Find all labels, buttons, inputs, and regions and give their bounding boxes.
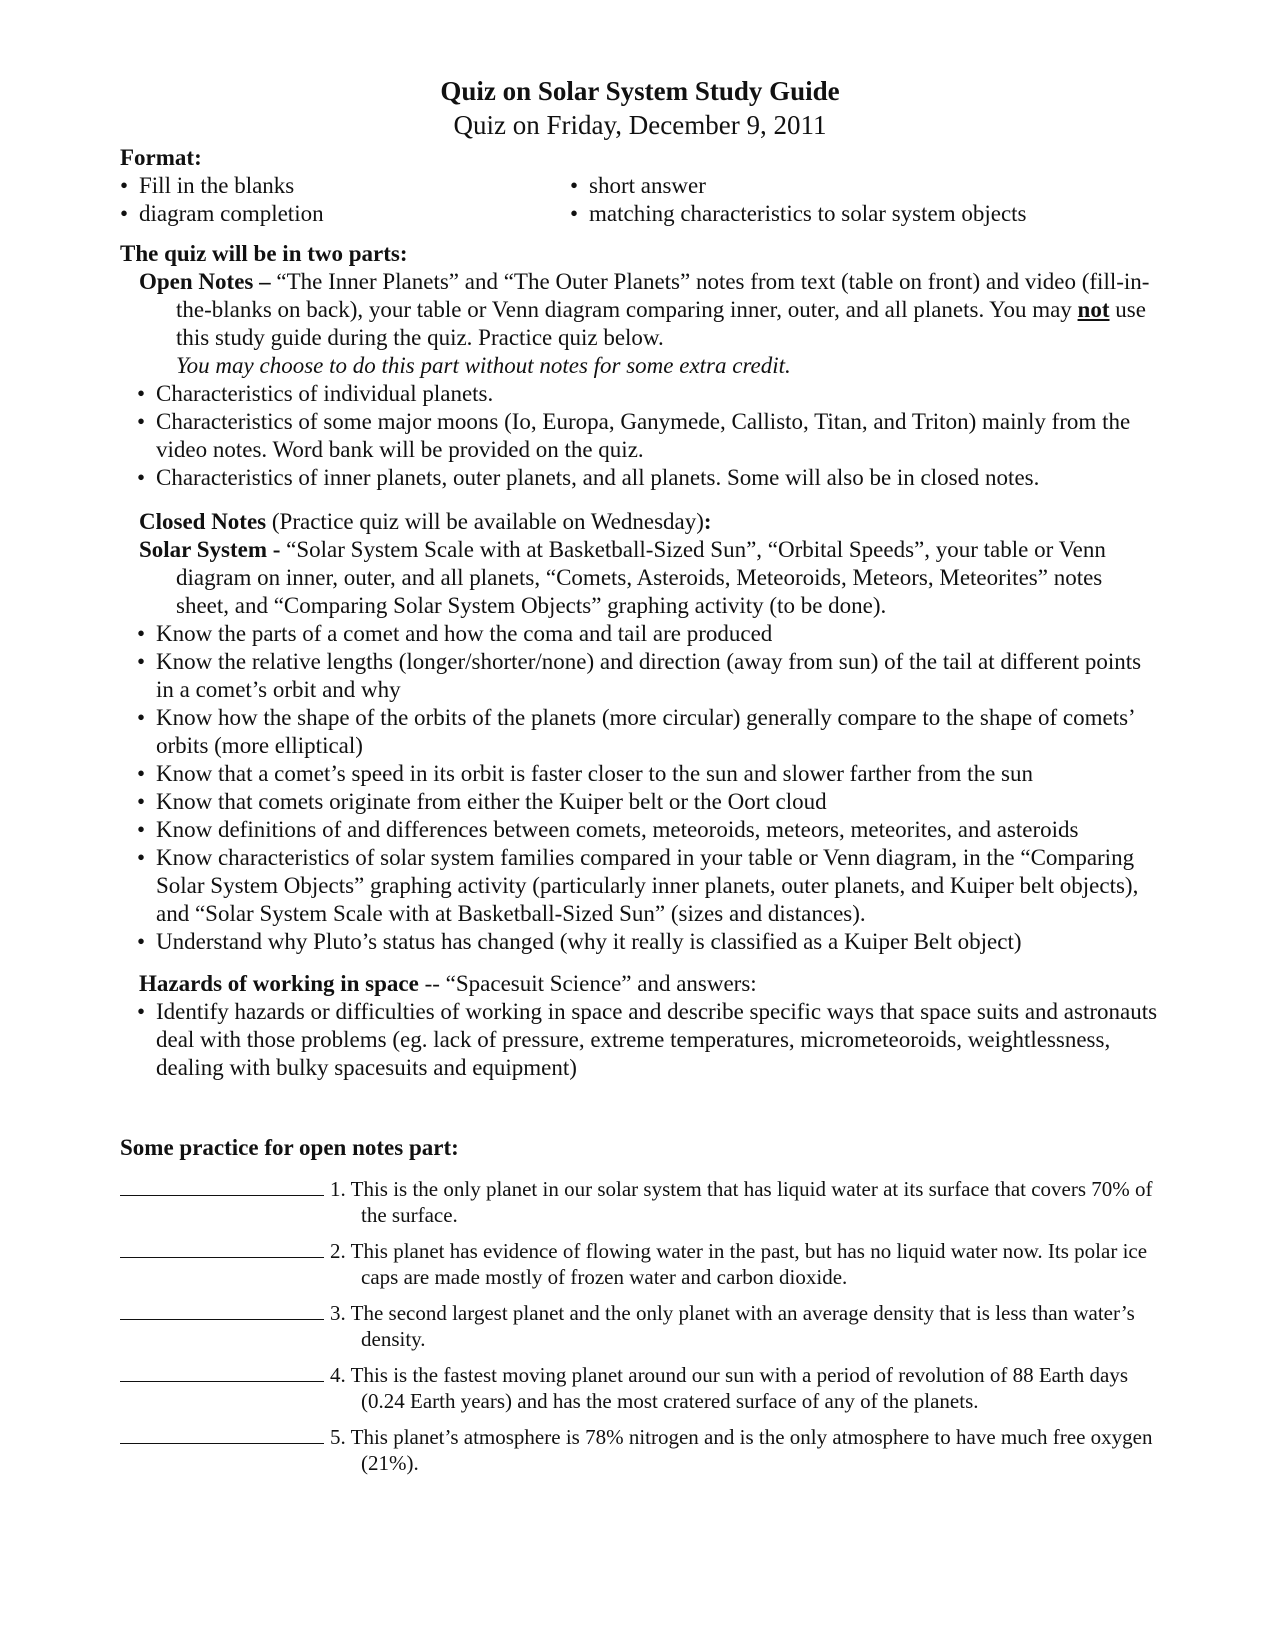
list-item: • Know that a comet’s speed in its orbit is faster closer to the sun and slower farther from the sun xyxy=(120,760,1160,788)
emphasis-not: not xyxy=(1077,297,1110,322)
solar-system-text: “Solar System Scale with at Basketball-Sized Sun”, “Orbital Speeds”, your table or Venn diagram on inner, outer, and all planets, “Comets, Asteroids, Meteoroids, Meteors, Meteorites” notes sheet, and “Comparing Solar System Objects” graphing activity (to be done). xyxy=(176,537,1106,618)
list-item: • Identify hazards or difficulties of working in space and describe specific ways that space suits and astronauts deal with those problems (eg. lack of pressure, extreme temperatures, micrometeoroids, weightlessness, dealing with bulky spacesuits and equipment) xyxy=(120,998,1160,1082)
page-title: Quiz on Solar System Study Guide xyxy=(440,76,840,106)
hazards-text: -- “Spacesuit Science” and answers: xyxy=(418,971,757,996)
practice-question xyxy=(120,1238,1160,1290)
closed-notes-heading xyxy=(120,508,1160,536)
open-notes-text-after: use this study guide during the quiz. Practice quiz below. xyxy=(176,297,1146,350)
hazards-label: Hazards of working in space xyxy=(139,971,419,996)
practice-question xyxy=(120,1300,1160,1352)
open-notes-bullets xyxy=(120,380,1160,492)
format-item: • Fill in the blanks xyxy=(120,172,570,200)
question-text: 5. This planet’s atmosphere is 78% nitrogen and is the only atmosphere to have much free oxygen (21%). xyxy=(330,1425,1153,1475)
list-item: • Know that comets originate from either the Kuiper belt or the Oort cloud xyxy=(120,788,1160,816)
answer-blank[interactable] xyxy=(120,1300,324,1320)
list-item: • Know characteristics of solar system families compared in your table or Venn diagram, in the “Comparing Solar System Objects” graphing activity (particularly inner planets, outer planets, and Kuiper belt objects), and “Solar System Scale with at Basketball-Sized Sun” (sizes and distances). xyxy=(120,844,1160,928)
hazards-section xyxy=(120,970,1160,1082)
open-notes-paragraph xyxy=(120,268,1160,352)
list-item: • Know the parts of a comet and how the coma and tail are produced xyxy=(120,620,1160,648)
parts-heading: The quiz will be in two parts: xyxy=(120,241,408,266)
list-item: • Characteristics of some major moons (Io, Europa, Ganymede, Callisto, Titan, and Triton) mainly from the video notes. Word bank will be provided on the quiz. xyxy=(120,408,1160,464)
hazards-heading xyxy=(120,970,1160,998)
format-heading: Format: xyxy=(120,145,202,170)
question-text: 4. This is the fastest moving planet around our sun with a period of revolution of 88 Earth days (0.24 Earth years) and has the most cratered surface of any of the planets. xyxy=(330,1363,1129,1413)
format-list xyxy=(120,172,1160,228)
list-item: • Understand why Pluto’s status has changed (why it really is classified as a Kuiper Belt object) xyxy=(120,928,1160,956)
practice-question xyxy=(120,1176,1160,1228)
list-item: • Know the relative lengths (longer/shorter/none) and direction (away from sun) of the tail at different points in a comet’s orbit and why xyxy=(120,648,1160,704)
practice-question xyxy=(120,1362,1160,1414)
list-item: • Know definitions of and differences between comets, meteoroids, meteors, meteorites, and asteroids xyxy=(120,816,1160,844)
hazards-bullets xyxy=(120,998,1160,1082)
list-item: • Characteristics of inner planets, outer planets, and all planets. Some will also be in closed notes. xyxy=(120,464,1160,492)
extra-credit-note: You may choose to do this part without notes for some extra credit. xyxy=(176,353,791,378)
closed-notes-text: (Practice quiz will be available on Wednesday) xyxy=(266,509,704,534)
format-item: • short answer xyxy=(570,172,1130,200)
answer-blank[interactable] xyxy=(120,1238,324,1258)
question-text: 2. This planet has evidence of flowing water in the past, but has no liquid water now. Its polar ice caps are made mostly of frozen water and carbon dioxide. xyxy=(330,1239,1148,1289)
format-item: • matching characteristics to solar system objects xyxy=(570,200,1130,228)
solar-system-paragraph xyxy=(120,536,1160,620)
question-text: 1. This is the only planet in our solar system that has liquid water at its surface that covers 70% of the surface. xyxy=(330,1177,1153,1227)
practice-questions xyxy=(120,1176,1160,1476)
question-text: 3. The second largest planet and the only planet with an average density that is less than water’s density. xyxy=(330,1301,1135,1351)
study-guide-page xyxy=(120,74,1160,1486)
open-notes-label: Open Notes – xyxy=(139,269,271,294)
answer-blank[interactable] xyxy=(120,1424,324,1444)
solar-system-label: Solar System - xyxy=(139,537,281,562)
list-item: • Know how the shape of the orbits of the planets (more circular) generally compare to the shape of comets’ orbits (more elliptical) xyxy=(120,704,1160,760)
open-notes-text: “The Inner Planets” and “The Outer Planets” notes from text (table on front) and video (fill-in-the-blanks on back), your table or Venn diagram comparing inner, outer, and all planets. You may xyxy=(176,269,1150,322)
answer-blank[interactable] xyxy=(120,1362,324,1382)
closed-notes-colon: : xyxy=(703,509,712,534)
answer-blank[interactable] xyxy=(120,1176,324,1196)
solar-system-bullets xyxy=(120,620,1160,956)
closed-notes-label: Closed Notes xyxy=(139,509,267,534)
practice-heading: Some practice for open notes part: xyxy=(120,1135,459,1160)
list-item: • Characteristics of individual planets. xyxy=(120,380,1160,408)
format-item: • diagram completion xyxy=(120,200,570,228)
page-subtitle: Quiz on Friday, December 9, 2011 xyxy=(453,110,827,140)
parts-section xyxy=(120,240,1160,492)
practice-question xyxy=(120,1424,1160,1476)
closed-notes-section xyxy=(120,508,1160,956)
